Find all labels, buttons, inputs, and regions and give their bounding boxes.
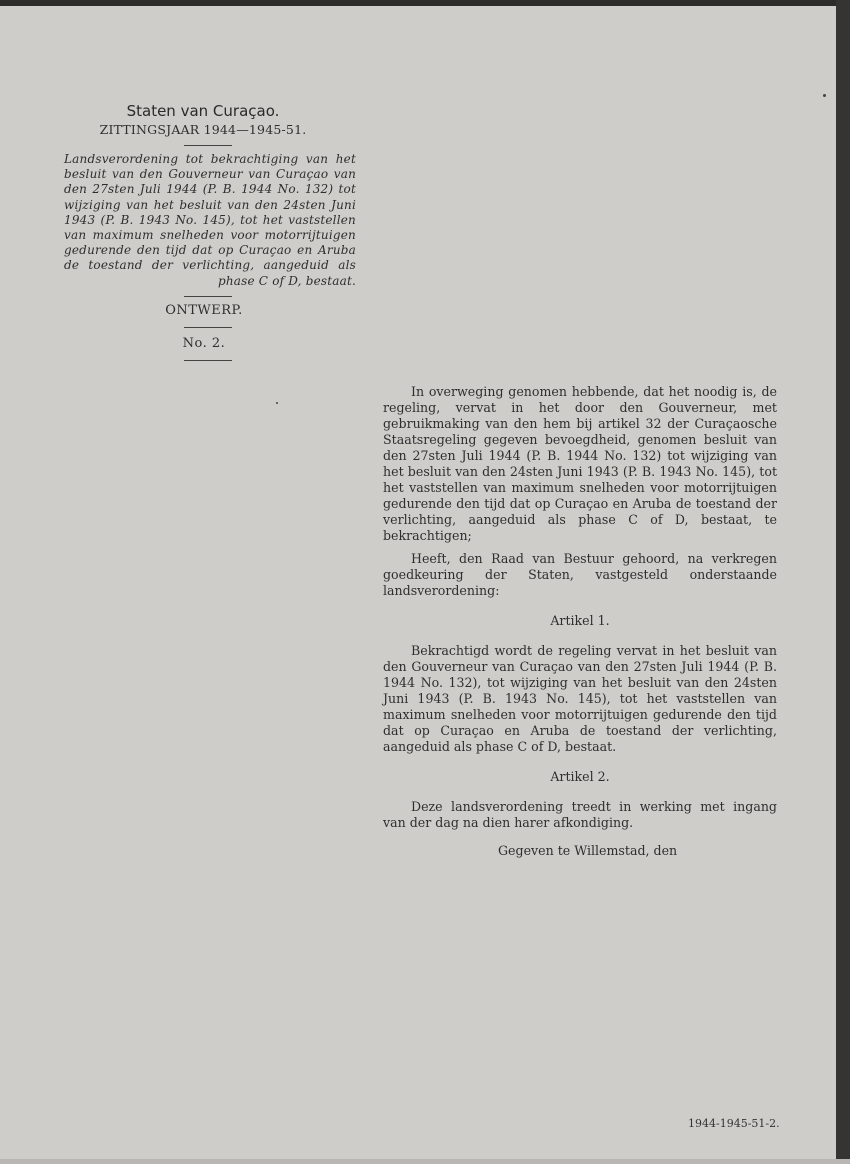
ordinance-body — [383, 384, 777, 859]
scan-speck — [276, 402, 278, 404]
divider — [184, 360, 232, 361]
ordinance-subject: Landsverordening tot bekrachtiging van het besluit van den Gouverneur van Curaçao van den 27sten Juli 1944 (P. B. 1944 No. 132) tot wijziging van het besluit van den 24sten Juni 1943 (P. B. 1943 No. 145), tot het vaststellen van maximum snelheden voor motorrijtuigen gedurende den tijd dat op Curaçao en Aruba de toestand der verlichting, aangeduid als phase C of D, bestaat. — [64, 152, 356, 288]
article-2-text: Deze landsverordening treedt in werking met ingang van der dag na dien harer afkondiging. — [383, 799, 777, 830]
scan-speck — [823, 94, 826, 97]
session-year: ZITTINGSJAAR 1944—1945-51. — [99, 122, 307, 137]
document-reference: 1944-1945-51-2. — [688, 1117, 780, 1130]
preamble-paragraph: In overweging genomen hebbende, dat het noodig is, de regeling, vervat in het door den Gouverneur, met gebruikmaking van den hem bij artikel 32 der Curaçaosche Staatsregeling gegeven bevoegdheid, genomen besluit van den 27sten Juli 1944 (P. B. 1944 No. 132) tot wijziging van het besluit van den 24sten Juni 1943 (P. B. 1943 No. 145), tot het vaststellen van maximum snelheden voor motorrijtuigen gedurende den tijd dat op Curaçao en Aruba de toestand der verlichting, aangeduid als phase C of D, bestaat, te bekrachtigen; — [383, 384, 777, 543]
organization-title: Staten van Curaçao. — [126, 102, 280, 120]
document-header — [58, 102, 358, 367]
draft-number: No. 2. — [182, 335, 226, 351]
scan-bottom-edge — [0, 1159, 850, 1164]
scan-top-edge — [0, 0, 850, 6]
given-at-line: Gegeven te Willemstad, den — [498, 843, 678, 858]
enactment-paragraph: Heeft, den Raad van Bestuur gehoord, na verkregen goedkeuring der Staten, vastgesteld onderstaande landsverordening: — [383, 551, 777, 598]
divider — [184, 296, 232, 297]
draft-label: ONTWERP. — [165, 302, 243, 318]
article-2-heading: Artikel 2. — [550, 769, 610, 784]
article-1-text: Bekrachtigd wordt de regeling vervat in het besluit van den Gouverneur van Curaçao van den 27sten Juli 1944 (P. B. 1944 No. 132), tot wijziging van het besluit van den 24sten Juni 1943 (P. B. 1943 No. 145), tot het vaststellen van maximum snelheden voor motorrijtuigen gedurende den tijd dat op Curaçao en Aruba de toestand der verlichting, aangeduid als phase C of D, bestaat. — [383, 643, 777, 754]
divider — [184, 145, 232, 146]
divider — [184, 327, 232, 328]
article-1-heading: Artikel 1. — [550, 613, 610, 628]
scan-right-edge — [836, 0, 850, 1164]
